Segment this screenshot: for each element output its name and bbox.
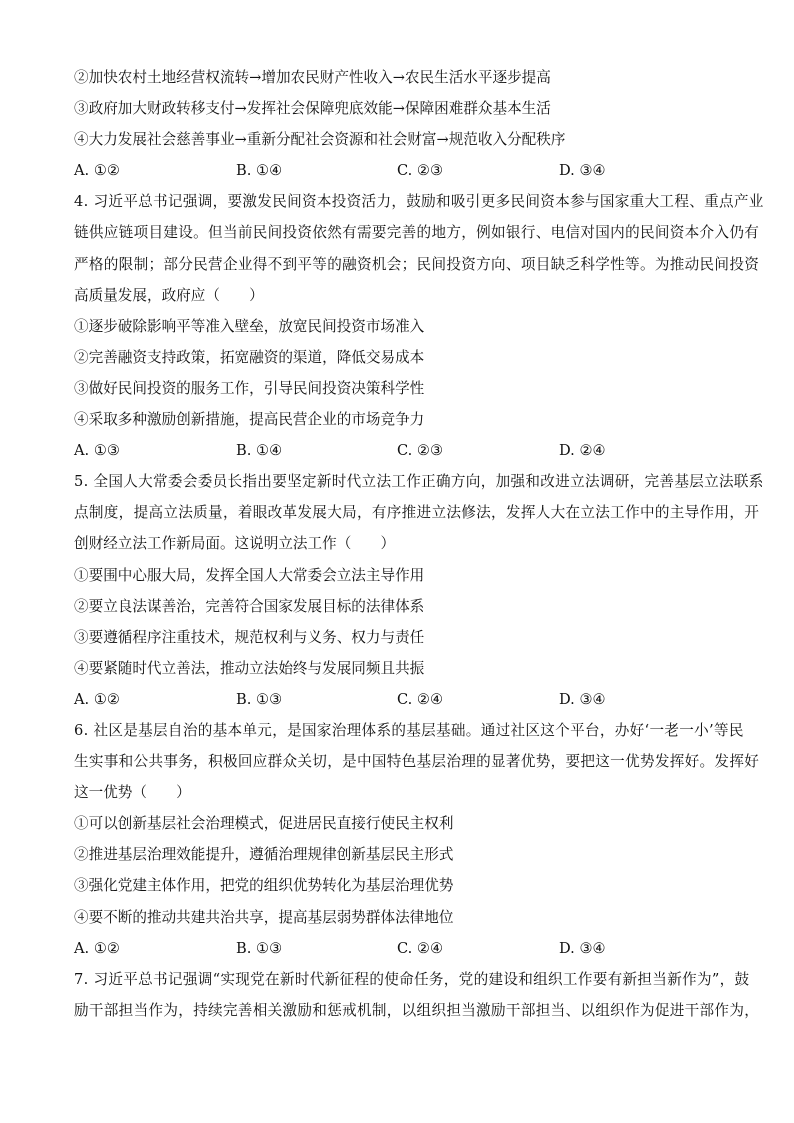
q5-stem-line-2: 点制度，提高立法质量，着眼改革发展大局，有序推进立法修法，发挥人大在立法工作中的主导作用，开 xyxy=(74,504,760,522)
q7-stem-line-2: 励干部担当作为，持续完善相关激励和惩戒机制，以组织担当激励干部担当、以组织作为促进干部作为， xyxy=(74,1001,760,1019)
q6-stem-line-2: 生实事和公共事务，积极回应群众关切，是中国特色基层治理的显著优势，要把这一优势发挥好。发挥好 xyxy=(74,753,760,771)
q6-option-d[interactable]: D. ③④ xyxy=(559,939,606,957)
q4-item-2: ②完善融资支持政策，拓宽融资的渠道，降低交易成本 xyxy=(74,348,425,366)
q5-item-4: ④要紧随时代立善法，推动立法始终与发展同频且共振 xyxy=(74,659,425,677)
q4-option-d[interactable]: D. ②④ xyxy=(559,442,606,460)
q4-stem-line-3: 严格的限制；部分民营企业得不到平等的融资机会；民间投资方向、项目缺乏科学性等。为推动民间投资 xyxy=(74,255,760,273)
q3-item-4: ④大力发展社会慈善事业→重新分配社会资源和社会财富→规范收入分配秩序 xyxy=(74,131,566,149)
q6-item-3: ③强化党建主体作用，把党的组织优势转化为基层治理优势 xyxy=(74,877,454,895)
q5-item-3: ③要遵循程序注重技术，规范权利与义务、权力与责任 xyxy=(74,628,425,646)
q6-options xyxy=(74,933,724,964)
q3-options xyxy=(74,155,724,186)
q4-stem-line-4: 高质量发展，政府应（ ） xyxy=(74,286,264,304)
q4-item-3: ③做好民间投资的服务工作，引导民间投资决策科学性 xyxy=(74,379,425,397)
q5-option-d[interactable]: D. ③④ xyxy=(559,690,606,708)
q5-option-a[interactable]: A. ①② xyxy=(74,690,120,708)
q3-item-3: ③政府加大财政转移支付→发挥社会保障兜底效能→保障困难群众基本生活 xyxy=(74,100,551,118)
q6-stem-line-3: 这一优势（ ） xyxy=(74,784,191,802)
q4-option-c[interactable]: C. ②③ xyxy=(397,442,444,460)
q5-item-2: ②要立良法谋善治，完善符合国家发展目标的法律体系 xyxy=(74,597,425,615)
q3-option-a[interactable]: A. ①② xyxy=(74,162,120,180)
q5-stem-line-1: 5. 全国人大常委会委员长指出要坚定新时代立法工作正确方向，加强和改进立法调研，完善基层立法联系 xyxy=(74,473,764,491)
q4-options xyxy=(74,435,724,466)
q5-item-1: ①要围中心服大局，发挥全国人大常委会立法主导作用 xyxy=(74,566,425,584)
q6-option-a[interactable]: A. ①② xyxy=(74,939,120,957)
q6-item-4: ④要不断的推动共建共治共享，提高基层弱势群体法律地位 xyxy=(74,908,454,926)
q6-option-c[interactable]: C. ②④ xyxy=(397,939,444,957)
q6-stem-line-1: 6. 社区是基层自治的基本单元，是国家治理体系的基层基础。通过社区这个平台，办好‘一老一小’等民 xyxy=(74,721,744,739)
q4-option-b[interactable]: B. ①④ xyxy=(236,442,283,460)
exam-page xyxy=(74,62,764,1026)
q3-option-b[interactable]: B. ①④ xyxy=(236,162,283,180)
q4-item-4: ④采取多种激励创新措施，提高民营企业的市场竞争力 xyxy=(74,411,425,429)
q4-stem-line-1: 4. 习近平总书记强调，要激发民间资本投资活力，鼓励和吸引更多民间资本参与国家重大工程、重点产业 xyxy=(74,193,764,211)
q6-item-2: ②推进基层治理效能提升，遵循治理规律创新基层民主形式 xyxy=(74,846,454,864)
q7-stem-line-1: 7. 习近平总书记强调“实现党在新时代新征程的使命任务，党的建设和组织工作要有新担当新作为”，鼓 xyxy=(74,970,750,988)
q5-option-b[interactable]: B. ①③ xyxy=(236,690,283,708)
q5-option-c[interactable]: C. ②④ xyxy=(397,690,444,708)
q4-item-1: ①逐步破除影响平等准入壁垒，放宽民间投资市场准入 xyxy=(74,317,425,335)
q6-item-1: ①可以创新基层社会治理模式，促进居民直接行使民主权利 xyxy=(74,815,454,833)
q6-option-b[interactable]: B. ①③ xyxy=(236,939,283,957)
q3-item-2: ②加快农村土地经营权流转→增加农民财产性收入→农民生活水平逐步提高 xyxy=(74,69,551,86)
q3-option-d[interactable]: D. ③④ xyxy=(559,162,606,180)
q4-option-a[interactable]: A. ①③ xyxy=(74,442,120,460)
q5-stem-line-3: 创财经立法工作新局面。这说明立法工作（ ） xyxy=(74,535,396,553)
q5-options xyxy=(74,684,724,715)
q3-option-c[interactable]: C. ②③ xyxy=(397,162,444,180)
q4-stem-line-2: 链供应链项目建设。但当前民间投资依然有需要完善的地方，例如银行、电信对国内的民间资本介入仍有 xyxy=(74,224,760,242)
